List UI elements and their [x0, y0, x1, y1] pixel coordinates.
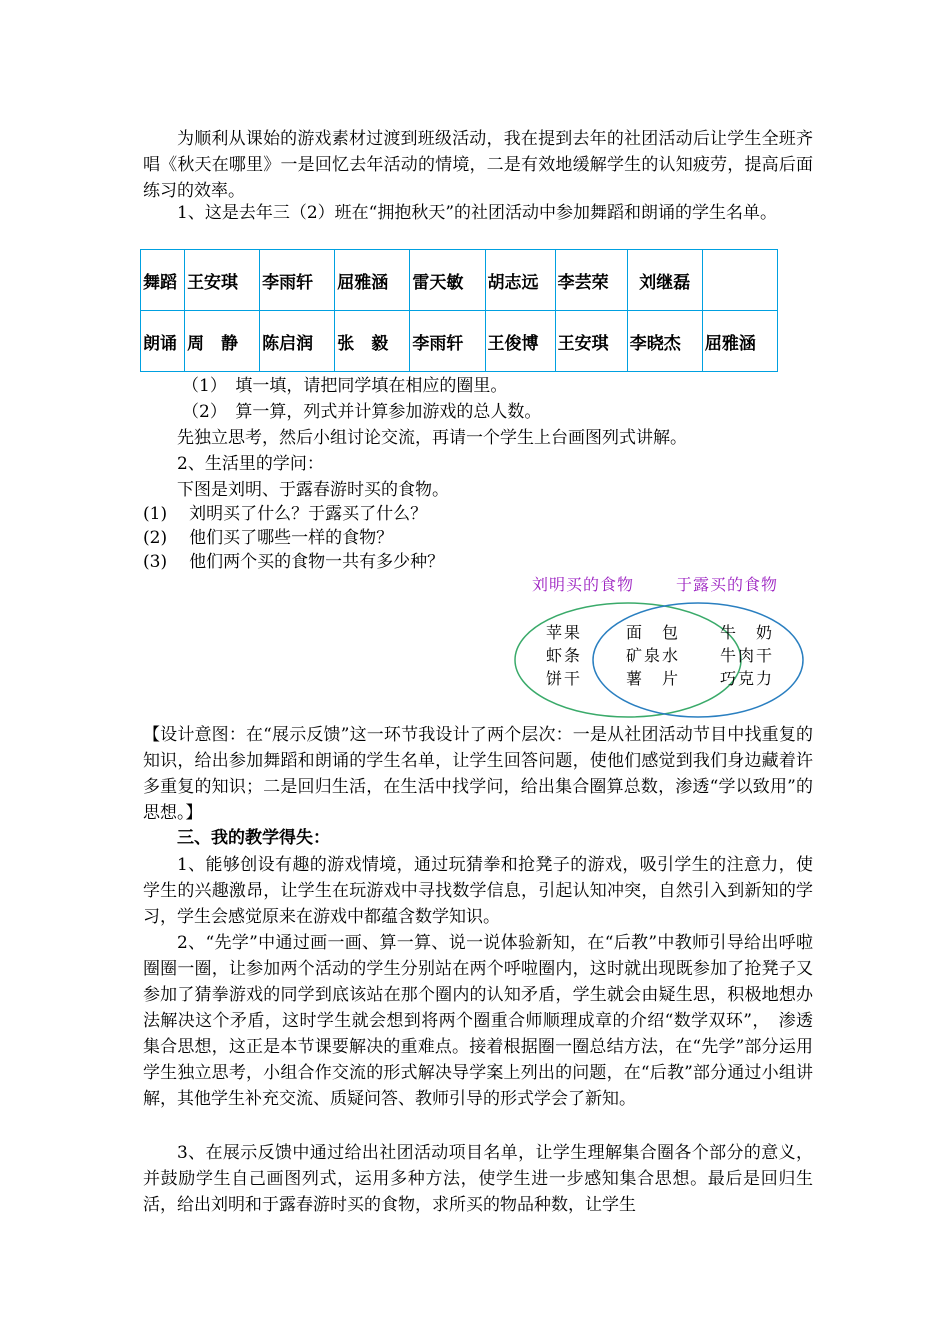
- design-intent-note: 【设计意图：在“展示反馈”这一环节我设计了两个层次：一是从社团活动节目中找重复的知识，给出参加舞蹈和朗诵的学生名单，让学生回答问题，使他们感觉到我们身边藏着许多重复的知识；二是回归生活，在生活中找学问，给出集合圈算总数，渗透“学以致用”的思想。】: [143, 725, 813, 823]
- item-text: 他们买了哪些一样的食物？: [189, 528, 394, 548]
- student-name: 王安琪: [555, 311, 627, 372]
- food-item: 矿泉水: [626, 646, 681, 665]
- student-name: 李雨轩: [260, 250, 335, 311]
- item-number: (3): [143, 552, 168, 572]
- food-item: 牛肉干: [720, 646, 775, 665]
- food-item: 饼干: [546, 669, 583, 688]
- student-name: 李晓杰: [627, 311, 702, 372]
- student-name: 李芸荣: [555, 250, 627, 311]
- empty-cell: [702, 250, 777, 311]
- question-2-item: [143, 550, 444, 574]
- section-3-paragraph-1: 1、能够创设有趣的游戏情境，通过玩猜拳和抢凳子的游戏，吸引学生的注意力，使学生的兴趣激昂，让学生在玩游戏中寻找数学信息，引起认知冲突，自然引入到新知的学习，学生会感觉原来在游戏中都蕴含数学知识。: [143, 855, 813, 927]
- subquestion-2: （2） 算一算，列式并计算参加游戏的总人数。: [182, 402, 542, 422]
- food-item: 苹果: [546, 623, 583, 642]
- food-item: 薯 片: [626, 669, 681, 688]
- item-text: 他们两个买的食物一共有多少种？: [189, 552, 445, 572]
- row-label: 舞蹈: [141, 250, 185, 311]
- food-item: 虾条: [546, 646, 583, 665]
- roster-row-dance: [141, 250, 778, 311]
- food-item: 巧克力: [720, 669, 775, 688]
- question-1-title: 1、这是去年三（2）班在“拥抱秋天”的社团活动中参加舞蹈和朗诵的学生名单。: [177, 203, 778, 223]
- student-name: 陈启润: [260, 311, 335, 372]
- student-name: 王安琪: [185, 250, 260, 311]
- section-3-heading: 三、我的教学得失：: [177, 828, 330, 848]
- student-name: 王俊博: [485, 311, 555, 372]
- venn-left-title: 刘明买的食物: [532, 575, 635, 594]
- student-name: 胡志远: [485, 250, 555, 311]
- item-number: (1): [143, 504, 168, 524]
- question-2-intro: 下图是刘明、于露春游时买的食物。: [177, 480, 449, 500]
- food-item: 牛 奶: [720, 623, 775, 642]
- subquestion-1: （1） 填一填，请把同学填在相应的圈里。: [182, 376, 508, 396]
- question-2-item: [143, 526, 393, 550]
- student-name: 雷天敏: [410, 250, 485, 311]
- think-instruction: 先独立思考，然后小组讨论交流，再请一个学生上台画图列式讲解。: [177, 428, 687, 448]
- question-2-item: [143, 502, 427, 526]
- question-2-title: 2、生活里的学问：: [177, 454, 324, 474]
- student-name: 屈雅涵: [335, 250, 410, 311]
- venn-right-title: 于露买的食物: [676, 575, 779, 594]
- row-label: 朗诵: [141, 311, 185, 372]
- student-name: 周 静: [185, 311, 260, 372]
- food-item: 面 包: [626, 623, 681, 642]
- item-number: (2): [143, 528, 168, 548]
- student-name: 李雨轩: [410, 311, 485, 372]
- student-name: 刘继磊: [627, 250, 702, 311]
- activity-roster-table: [140, 249, 778, 372]
- student-name: 张 毅: [335, 311, 410, 372]
- section-3-paragraph-3: 3、在展示反馈中通过给出社团活动项目名单，让学生理解集合圈各个部分的意义，并鼓励学生自己画图列式，运用多种方法，使学生进一步感知集合思想。最后是回归生活，给出刘明和于露春游时买的食物，求所买的物品种数，让学生: [143, 1143, 813, 1215]
- student-name: 屈雅涵: [702, 311, 777, 372]
- roster-row-recitation: [141, 311, 778, 372]
- section-3-paragraph-2: 2、“先学”中通过画一画、算一算、说一说体验新知，在“后教”中教师引导给出呼啦圈圈一圈，让参加两个活动的学生分别站在两个呼啦圈内，这时就出现既参加了抢凳子又参加了猜拳游戏的同学到底该站在那个圈内的认知矛盾，学生就会由疑生思，积极地想办法解决这个矛盾，这时学生就会想到将两个圈重合师顺理成章的介绍“数学双环”， 渗透集合思想，这正是本节课要解决的重难点。接着根据圈一圈总结方法，在“先学”部分运用学生独立思考，小组合作交流的形式解决导学案上列出的问题，在“后教”部分通过小组讲解，其他学生补充交流、质疑问答、教师引导的形式学会了新知。: [143, 933, 813, 1109]
- intro-paragraph: 为顺利从课始的游戏素材过渡到班级活动，我在提到去年的社团活动后让学生全班齐唱《秋天在哪里》一是回忆去年活动的情境，二是有效地缓解学生的认知疲劳，提高后面练习的效率。: [143, 129, 813, 201]
- item-text: 刘明买了什么？于露买了什么？: [189, 504, 428, 524]
